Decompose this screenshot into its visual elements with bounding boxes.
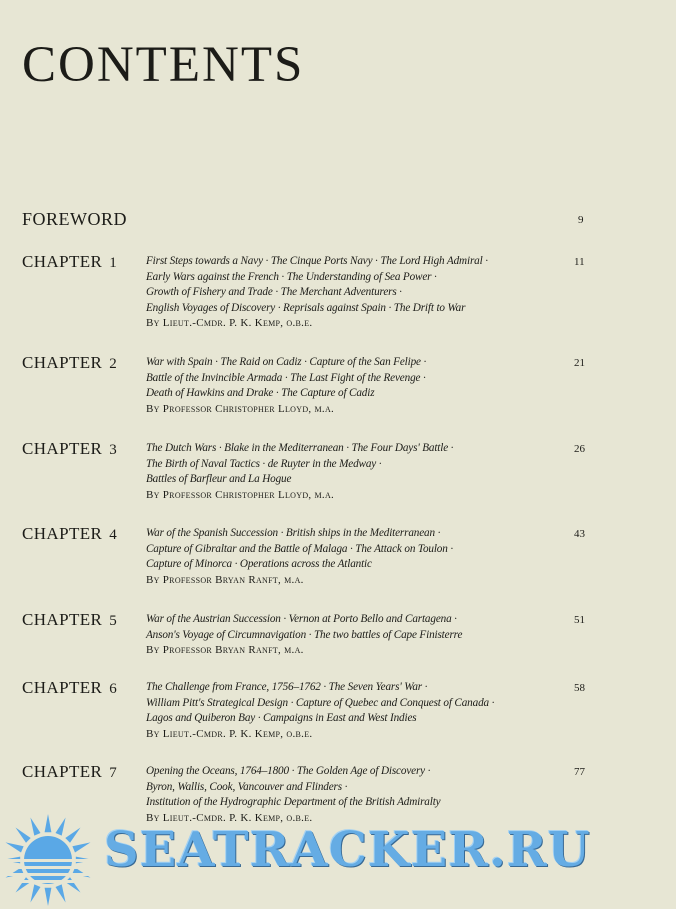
chapter-topic-line: Opening the Oceans, 1764–1800 · The Golden Age of Discovery ·: [146, 765, 431, 777]
chapter-topic-line: Early Wars against the French · The Understanding of Sea Power ·: [146, 270, 437, 283]
sun-ray: [30, 884, 40, 902]
chapter-topic-line: Anson's Voyage of Circumnavigation · The two battles of Cape Finisterre: [146, 628, 463, 641]
chapter-topic-line: War of the Spanish Succession · British ships in the Mediterranean ·: [146, 527, 441, 539]
chapter-topic-line: The Challenge from France, 1756–1762 · The Seven Years' War ·: [146, 681, 428, 693]
chapter-heading: [22, 252, 117, 272]
chapter-topic-line: Capture of Gibraltar and the Battle of Malaga · The Attack on Toulon ·: [146, 542, 453, 555]
sun-ray: [65, 877, 80, 892]
sun-ray: [56, 884, 66, 902]
chapter-topic-line: First Steps towards a Navy · The Cinque Ports Navy · The Lord High Admiral ·: [146, 255, 488, 267]
chapter-label: CHAPTER: [22, 678, 103, 697]
chapter-heading: [22, 610, 117, 630]
sun-ray: [45, 814, 52, 832]
chapter-number: 6: [109, 681, 118, 697]
chapter-heading: [22, 762, 117, 782]
foreword-page-number: 9: [578, 214, 584, 226]
chapter-topic-line: The Dutch Wars · Blake in the Mediterranean · The Four Days' Battle ·: [146, 442, 454, 454]
chapter-author: By Professor Bryan Ranft, m.a.: [146, 644, 304, 656]
chapter-heading: [22, 353, 117, 373]
chapter-topics: [146, 526, 566, 588]
chapter-topics: [146, 254, 566, 331]
chapter-label: CHAPTER: [22, 439, 103, 458]
sun-ray: [56, 818, 66, 836]
chapter-author: By Lieut.-Cmdr. P. K. Kemp, o.b.e.: [146, 317, 313, 329]
chapter-topic-line: English Voyages of Discovery · Reprisals against Spain · The Drift to War: [146, 301, 466, 314]
chapter-label: CHAPTER: [22, 252, 103, 271]
chapter-number: 5: [109, 613, 118, 629]
chapter-topic-line: Byron, Wallis, Cook, Vancouver and Flinders ·: [146, 780, 348, 793]
chapter-number: 2: [109, 356, 118, 372]
sun-ray: [6, 868, 24, 878]
sun-ray: [30, 818, 40, 836]
chapter-topic-line: War with Spain · The Raid on Cadiz · Capture of the San Felipe ·: [146, 356, 427, 368]
chapter-page-number: 26: [574, 443, 585, 455]
chapter-page-number: 77: [574, 766, 585, 778]
chapter-page-number: 51: [574, 614, 585, 626]
chapter-number: 1: [109, 255, 118, 271]
sun-ray: [65, 828, 80, 843]
chapter-author: By Professor Bryan Ranft, m.a.: [146, 573, 304, 586]
sun-ray: [16, 828, 31, 843]
chapter-label: CHAPTER: [22, 762, 103, 781]
sun-ray: [45, 888, 52, 906]
chapter-topic-line: William Pitt's Strategical Design · Capture of Quebec and Conquest of Canada ·: [146, 696, 495, 709]
chapter-page-number: 21: [574, 357, 585, 369]
chapter-author: By Lieut.-Cmdr. P. K. Kemp, o.b.e.: [146, 811, 313, 824]
chapter-topic-line: Battle of the Invincible Armada · The Last Fight of the Revenge ·: [146, 371, 426, 384]
chapter-topic-line: Capture of Minorca · Operations across the Atlantic: [146, 558, 372, 570]
chapter-number: 3: [109, 442, 118, 458]
chapter-label: CHAPTER: [22, 524, 103, 543]
watermark-text: SEATRACKER.RU: [104, 822, 591, 878]
sun-ray: [72, 842, 90, 852]
page-title: CONTENTS: [22, 37, 305, 93]
chapter-topic-line: Growth of Fishery and Trade · The Merchant Adventurers ·: [146, 286, 402, 298]
chapter-topics: [146, 355, 566, 417]
chapter-author: By Lieut.-Cmdr. P. K. Kemp, o.b.e.: [146, 727, 313, 740]
chapter-author: By Professor Christopher Lloyd, m.a.: [146, 488, 335, 501]
chapter-topics: [146, 680, 566, 742]
foreword-label: FOREWORD: [22, 209, 128, 229]
chapter-heading: [22, 678, 117, 698]
chapter-topic-line: Institution of the Hydrographic Department of the British Admiralty: [146, 796, 441, 808]
chapter-number: 7: [109, 765, 118, 781]
chapter-topic-line: Lagos and Quiberon Bay · Campaigns in East and West Indies: [146, 712, 417, 724]
chapter-label: CHAPTER: [22, 353, 103, 372]
chapter-topic-line: Death of Hawkins and Drake · The Capture of Cadiz: [146, 387, 375, 399]
chapter-topics: [146, 612, 566, 658]
chapter-topics: [146, 441, 566, 503]
chapter-heading: [22, 439, 117, 459]
chapter-author: By Professor Christopher Lloyd, m.a.: [146, 402, 335, 415]
chapter-page-number: 58: [574, 682, 585, 694]
chapter-label: CHAPTER: [22, 610, 103, 629]
chapter-topic-line: War of the Austrian Succession · Vernon at Porto Bello and Cartagena ·: [146, 613, 457, 625]
chapter-page-number: 11: [574, 256, 585, 268]
sun-ray: [72, 868, 90, 878]
chapter-topic-line: Battles of Barfleur and La Hogue: [146, 473, 292, 485]
chapter-number: 4: [109, 527, 118, 543]
sun-ray: [6, 842, 24, 852]
sun-ray: [16, 877, 31, 892]
chapter-page-number: 43: [574, 528, 585, 540]
chapter-heading: [22, 524, 117, 544]
chapter-topic-line: The Birth of Naval Tactics · de Ruyter in the Medway ·: [146, 457, 382, 470]
